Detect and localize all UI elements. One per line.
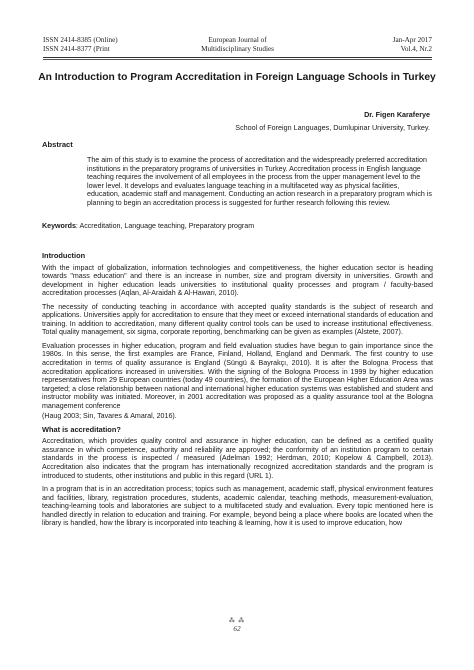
header-rule bbox=[43, 57, 432, 58]
keywords-label: Keywords bbox=[42, 222, 76, 230]
author-name: Dr. Figen Karaferye bbox=[364, 110, 430, 119]
intro-paragraph-2: The necessity of conducting teaching in accordance with accepted quality standards is the subject of research and applications. Universities apply for accreditation to ensure that they meet or exceed international standards of education and training. In addition to accreditation, many different quality control tools can be used to increase institutional effectiveness. Total quality management, six sigma, corporate reporting, benchmarking can be given as examples (Alstete, 2007). bbox=[42, 302, 433, 337]
abstract-text: The aim of this study is to examine the process of accreditation and the widespreadly preferred accreditation institutions in the preparatory programs of universities in Turkey. Accreditation process in English language teaching requires the involvement of all employees in the process from the upper management level to the lower level. It develops and evaluates language teaching in a multifaceted way as physical facilities, education, academic staff and management. Conducting an action research in a preparatory program which is planning to begin an accreditation process is suggested for further research following this review. bbox=[87, 156, 432, 207]
header-rule-thin bbox=[43, 59, 432, 60]
footer-ornament: ⁂ ⁂ bbox=[228, 618, 246, 624]
issue-date: Jan-Apr 2017 bbox=[392, 36, 432, 44]
accreditation-paragraph-2: In a program that is in an accreditation process; topics such as management, academic staff, physical environment features and facilities, library, registration procedures, students, academic calendar, teaching methods, measurement-evaluation, teaching-learning tools and laboratories are subject to a multifaceted study and evaluation. Every topic mentioned here is handled directly in relation to education and training. For example, beyond being a place where books are located when the library is handled, how the library is incorporated into teaching & learning, how it is used to improve education, how bbox=[42, 485, 433, 528]
abstract-heading: Abstract bbox=[42, 140, 73, 149]
paper-title: An Introduction to Program Accreditation in Foreign Language Schools in Turkey bbox=[38, 72, 436, 83]
author-affiliation: School of Foreign Languages, Dumlupinar University, Turkey. bbox=[235, 123, 430, 132]
introduction-heading: Introduction bbox=[42, 251, 86, 260]
issue-volume: Vol.4, Nr.2 bbox=[400, 44, 432, 53]
page-footer bbox=[0, 618, 474, 633]
issn-online: ISSN 2414-8385 (Online) bbox=[43, 36, 118, 44]
issue-info bbox=[393, 36, 432, 53]
keywords-line bbox=[42, 222, 432, 230]
journal-name bbox=[43, 36, 432, 53]
intro-paragraph-4: (Haug 2003; Sin, Tavares & Amaral, 2016). bbox=[42, 412, 177, 421]
issn-print: ISSN 2414-8377 (Print bbox=[43, 44, 110, 53]
paper-body bbox=[42, 252, 433, 533]
journal-name-line1: European Journal of bbox=[208, 36, 267, 44]
keywords-list: : Accreditation, Language teaching, Preparatory program bbox=[75, 222, 255, 230]
accreditation-heading: What is accreditation? bbox=[42, 424, 121, 434]
page-number: 62 bbox=[233, 625, 241, 633]
intro-paragraph-1: With the impact of globalization, information technologies and competitiveness, the higher education sector is heading towards "mass education" and there is an increase in number, size and program diversity in universities. Growth and development in higher education leads universities to institutional quality processes and program / faculty-based accreditation processes (Aqlan, Al-Araidah & Al-Hawari, 2010). bbox=[42, 263, 433, 298]
journal-name-line2: Multidisciplinary Studies bbox=[201, 44, 274, 53]
accreditation-paragraph-1: Accreditation, which provides quality control and assurance in higher education, can be defined as a certified quality assurance in which competence, authority and reliability are approved; the conformity of an institution program to certain standards in the process is inspected / measured (Adelman 1992; Herdman, 2010; Kopelow & Campbell, 2013). Accreditation also indicates that the program has internationally recognized accreditation standards and the program is introduced to students, other institutions and public in this regard (URL 1). bbox=[42, 437, 433, 480]
intro-paragraph-3: Evaluation processes in higher education, program and field evaluation studies have begun to gain importance since the 1980s. In this sense, the first examples are France, Finland, Holland, England and Denmark. The first country to use accreditation in terms of quality assurance is England (Süngü & Bayrakçı, 2010). It is after the Bologna Process that accreditation applications increased in universities. With the signing of the Bologna Process in 1999 by higher education representatives from 29 European countries (today 49 countries), the formation of the European Higher Education Area was targeted; a close relationship between national and international higher education systems was established and student and instructor mobility was initiated. Moreover, in 2001 accreditation was proposed as a quality assurance tool at the Bologna management conference bbox=[42, 341, 433, 410]
